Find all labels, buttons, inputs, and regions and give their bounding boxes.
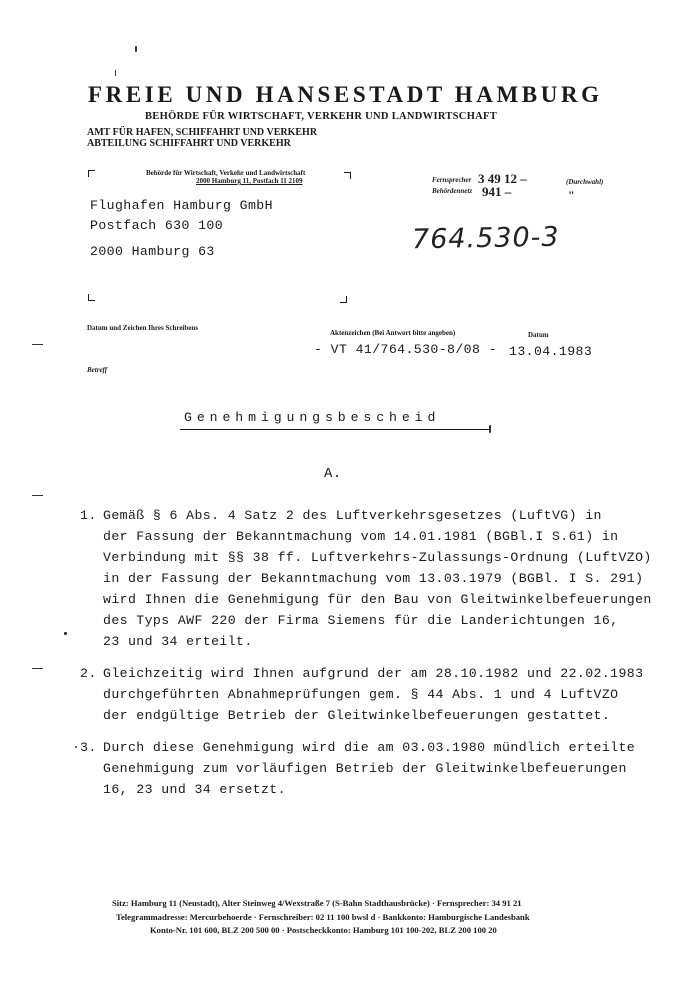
- heading-underline: [180, 429, 491, 430]
- scan-speck: [115, 70, 116, 76]
- address-window-corner: [88, 170, 95, 177]
- fold-mark: [32, 495, 43, 496]
- fold-mark: [32, 668, 43, 669]
- extension-label: (Durchwahl): [566, 178, 604, 186]
- letterhead-authority: BEHÖRDE FÜR WIRTSCHAFT, VERKEHR UND LANDWIRTSCHAFT: [145, 111, 498, 122]
- item-text-line: Verbindung mit §§ 38 ff. Luftverkehrs-Zulassungs-Ordnung (LuftVZO): [103, 550, 652, 565]
- letterhead-office: AMT FÜR HAFEN, SCHIFFAHRT UND VERKEHR: [87, 127, 318, 138]
- item-text-line: Durch diese Genehmigung wird die am 03.03.1980 mündlich erteilte: [103, 740, 636, 755]
- recipient-po-box: Postfach 630 100: [90, 218, 224, 233]
- letter-date: 13.04.1983: [509, 344, 593, 359]
- item-text-line: Gemäß § 6 Abs. 4 Satz 2 des Luftverkehrsgesetzes (LuftVG) in: [103, 508, 602, 523]
- sender-return-address: 2000 Hamburg 11, Postfach 11 2109: [196, 177, 303, 185]
- sender-return-line: Behörde für Wirtschaft, Verkehr und Landwirtschaft: [146, 169, 306, 177]
- address-window-corner: [340, 296, 347, 303]
- recipient-name: Flughafen Hamburg GmbH: [90, 198, 273, 213]
- address-window-corner: [88, 294, 95, 301]
- scan-speck: [135, 46, 137, 52]
- footer-accounts: Konto-Nr. 101 600, BLZ 200 500 00 · Postscheckkonto: Hamburg 101 100-202, BLZ 200 100 20: [150, 925, 497, 935]
- item-text-line: wird Ihnen die Genehmigung für den Bau von Gleitwinkelbefeuerungen: [103, 592, 652, 607]
- item-text-line: 16, 23 und 34 ersetzt.: [103, 782, 286, 797]
- handwritten-file-number: 764.530-3: [411, 221, 560, 256]
- item-number: 3.: [80, 740, 97, 755]
- item-text-line: des Typs AWF 220 der Firma Siemens für die Landerichtungen 16,: [103, 613, 619, 628]
- footer-telegram-bank: Telegrammadresse: Mercurbehoerde · Fernschreiber: 02 11 100 bwsl d · Bankkonto: Hamburgische Landesbank: [116, 912, 530, 922]
- network-label: Behördennetz: [432, 187, 473, 195]
- your-reference-label: Datum und Zeichen Ihres Schreibens: [87, 324, 198, 332]
- file-reference: - VT 41/764.530-8/08 -: [314, 342, 497, 357]
- item-number: 2.: [80, 666, 97, 681]
- letterhead-department: ABTEILUNG SCHIFFAHRT UND VERKEHR: [87, 138, 291, 149]
- scan-speck: [75, 746, 77, 748]
- recipient-city: 2000 Hamburg 63: [90, 244, 215, 259]
- document-heading: Genehmigungsbescheid: [184, 410, 441, 425]
- footer-address: Sitz: Hamburg 11 (Neustadt), Alter Steinweg 4/Wexstraße 7 (S-Bahn Stadthausbrücke) · Fernsprecher: 34 91 21: [112, 898, 522, 908]
- section-label: A.: [324, 466, 342, 482]
- network-number: 941 –: [482, 184, 512, 199]
- file-reference-label: Aktenzeichen (Bei Antwort bitte angeben): [330, 329, 456, 337]
- item-text-line: durchgeführten Abnahmeprüfungen gem. § 44 Abs. 1 und 4 LuftVZO: [103, 687, 619, 702]
- item-text-line: 23 und 34 erteilt.: [103, 634, 253, 649]
- fold-mark: [32, 344, 43, 345]
- item-text-line: in der Fassung der Bekanntmachung vom 13.03.1979 (BGBl. I S. 291): [103, 571, 644, 586]
- scan-speck: [64, 632, 67, 635]
- date-label: Datum: [528, 331, 549, 339]
- phone-number: 3 49 12 –: [478, 171, 527, 186]
- subject-label: Betreff: [87, 366, 108, 374]
- letterhead-title: FREIE UND HANSESTADT HAMBURG: [88, 82, 603, 107]
- address-window-corner: [344, 172, 351, 179]
- item-text-line: der endgültige Betrieb der Gleitwinkelbefeuerungen gestattet.: [103, 708, 611, 723]
- ditto-mark: ": [568, 188, 575, 202]
- item-number: 1.: [80, 508, 97, 523]
- item-text-line: Genehmigung zum vorläufigen Betrieb der Gleitwinkelbefeuerungen: [103, 761, 627, 776]
- phone-label: Fernsprecher: [432, 176, 472, 184]
- item-text-line: der Fassung der Bekanntmachung vom 14.01.1981 (BGBl.I S.61) in: [103, 529, 619, 544]
- scan-speck: [489, 425, 491, 433]
- item-text-line: Gleichzeitig wird Ihnen aufgrund der am 28.10.1982 und 22.02.1983: [103, 666, 644, 681]
